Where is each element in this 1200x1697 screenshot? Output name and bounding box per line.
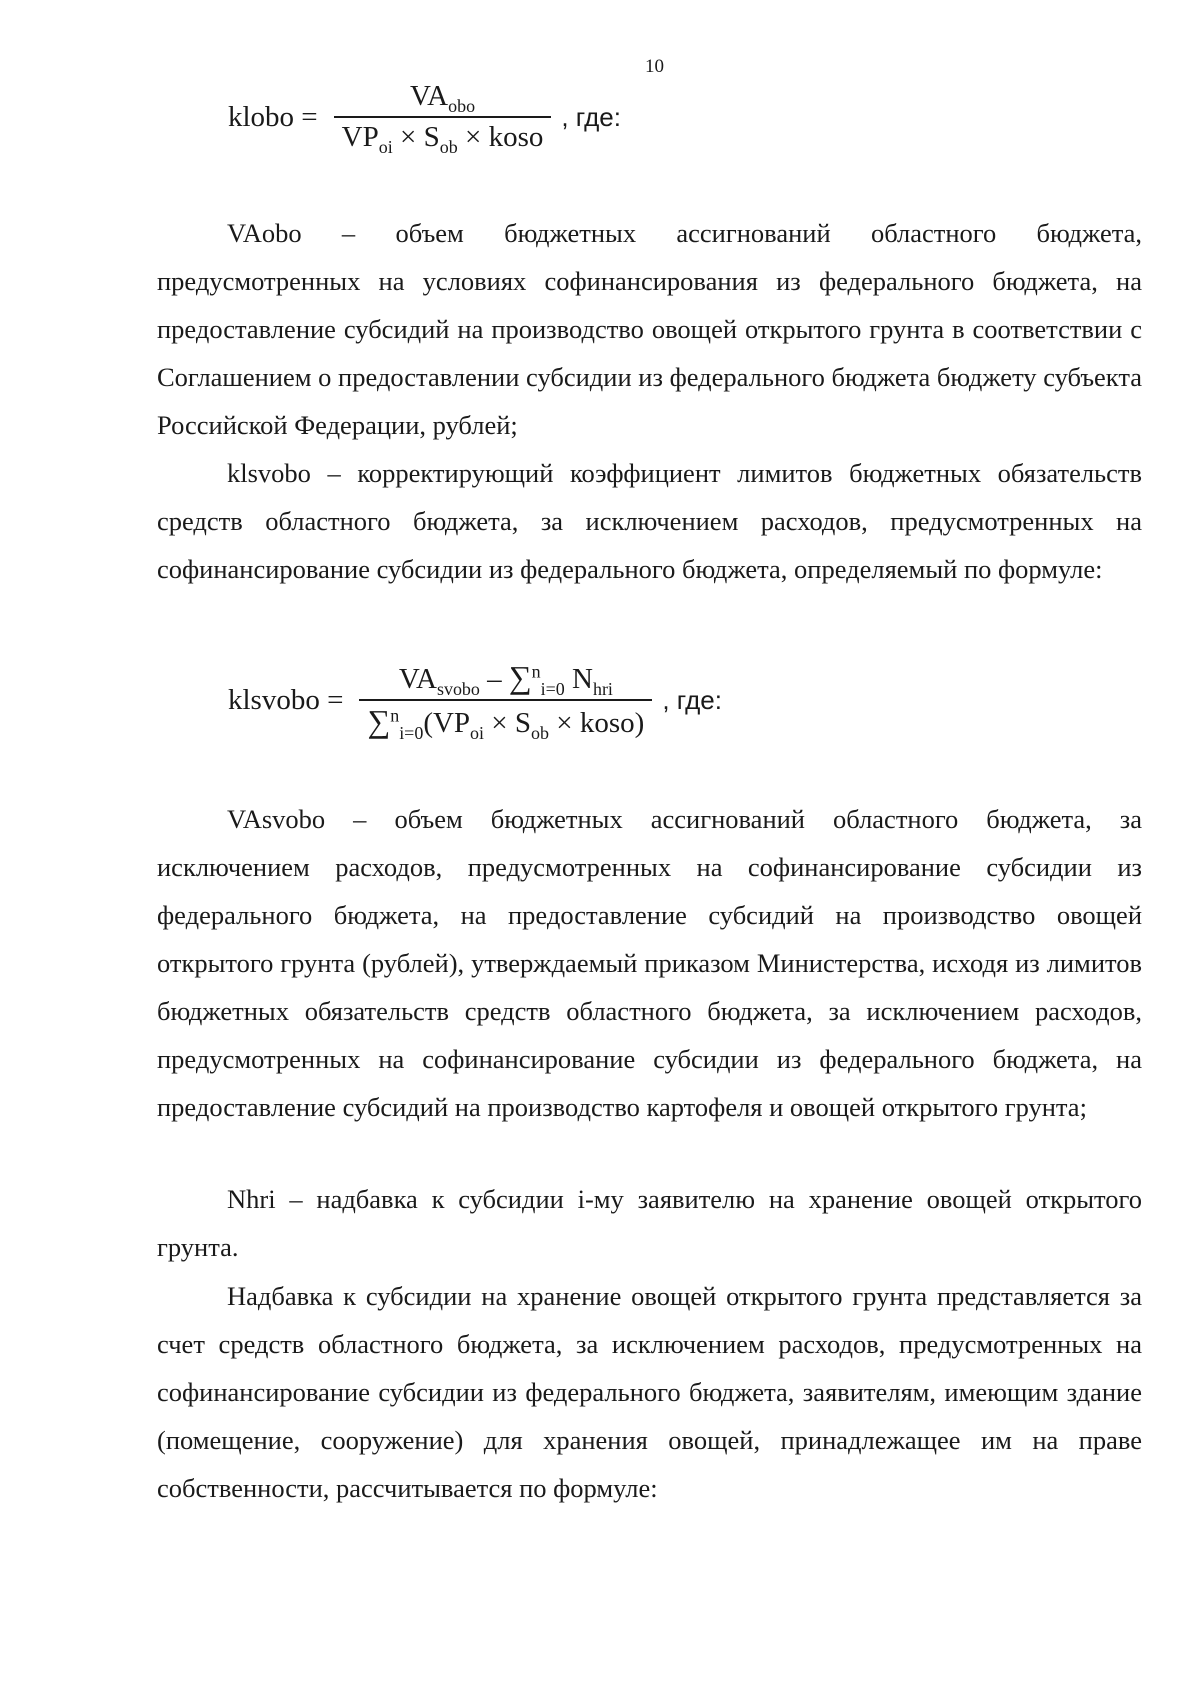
paragraph-text: klsvobo – корректирующий коэффициент лимитов бюджетных обязательств средств областного бюджета, за исключением расходов, предусмотренных на софинансирование субсидии из федерального бюджета, определяемый по формуле: [157,458,1142,584]
formula-tail: , где: [561,101,621,132]
symbol: koso [488,121,544,153]
fraction-denominator [334,116,552,157]
subscript: i=0 [399,722,424,743]
formula-lhs: klobo = [228,100,318,133]
fraction [359,660,652,743]
paragraph-text: VAobo – объем бюджетных ассигнований областного бюджета, предусмотренных на условиях софинансирования из федерального бюджета, на предоставление субсидий на производство овощей открытого грунта в соответствии с Соглашением о предоставлении субсидии из федерального бюджета бюджету субъекта Российской Федерации, рублей; [157,218,1142,440]
subscript: obo [448,95,476,116]
fraction-denominator [359,699,652,743]
paragraph-klsvobo [157,449,1142,593]
minus-sign: – [487,663,502,695]
paragraph-nadbavka [157,1272,1142,1512]
paragraph-text: Nhri – надбавка к субсидии i-му заявителю на хранение овощей открытого грунта. [157,1184,1142,1262]
subscript: hri [592,678,613,699]
formula-klsvobo [228,660,722,743]
paragraph-nhri [157,1175,1142,1271]
page-number: 10 [645,56,664,77]
paragraph-text: Надбавка к субсидии на хранение овощей открытого грунта представляется за счет средств областного бюджета, за исключением расходов, предусмотренных на софинансирование субсидии из федерального бюджета, заявителям, имеющим здание (помещение, сооружение) для хранения овощей, принадлежащее им на праве собственности, рассчитывается по формуле: [157,1281,1142,1503]
symbol: VA [409,80,449,112]
sum-sign: ∑ [508,660,532,695]
fraction [334,80,552,157]
paragraph-vasvobo [157,795,1142,1131]
subscript: oi [378,136,393,157]
fraction-numerator [402,80,483,116]
times-sign: × [556,707,573,739]
symbol: S [423,121,440,153]
paragraph-vaobo [157,209,1142,449]
superscript: n [390,705,400,726]
subscript: oi [470,722,485,743]
symbol: VP [341,121,379,153]
symbol: VA [398,663,437,695]
symbol: (VP [423,707,471,739]
formula-lhs: klsvobo = [228,683,344,716]
symbol: N [572,663,593,695]
symbol: S [514,707,532,739]
formula-tail: , где: [662,684,722,715]
subscript: svobo [436,678,480,699]
paragraph-text: VAsvobo – объем бюджетных ассигнований областного бюджета, за исключением расходов, предусмотренных на софинансирование субсидии из федерального бюджета, на предоставление субсидий на производство овощей открытого грунта (рублей), утверждаемый приказом Министерства, исходя из лимитов бюджетных обязательств средств областного бюджета, за исключением расходов, предусмотренных на софинансирование субсидии из федерального бюджета, на предоставление субсидий на производство картофеля и овощей открытого грунта; [157,804,1142,1122]
times-sign: × [399,121,417,153]
subscript: ob [439,136,458,157]
times-sign: × [491,707,508,739]
subscript: ob [531,722,549,743]
formula-klobo [228,80,621,157]
symbol: koso) [579,707,645,739]
fraction-numerator [391,660,621,699]
sum-sign: ∑ [367,704,391,739]
times-sign: × [464,121,482,153]
subscript: i=0 [540,678,565,699]
superscript: n [531,661,541,682]
